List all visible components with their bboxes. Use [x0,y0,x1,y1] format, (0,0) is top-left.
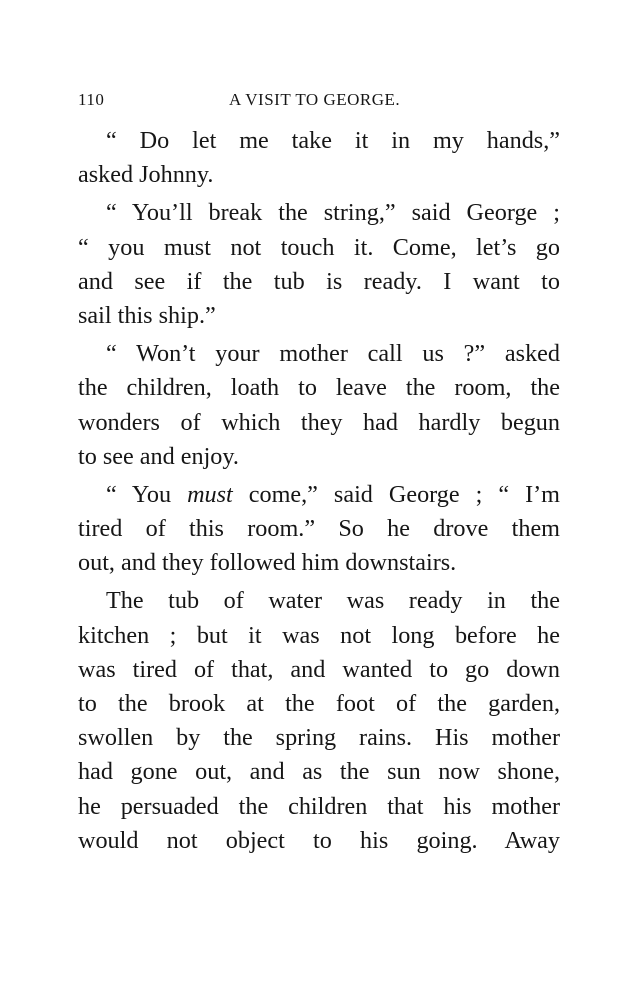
page-number: 110 [78,90,105,109]
body-text [78,124,560,858]
text-fragment: “ You [106,480,188,508]
text-line: would not object to his going. Away [78,826,560,854]
text-line: “ you must not touch it. Come, let’s go [78,233,560,261]
running-title: A VISIT TO GEORGE. [229,90,401,109]
text-line: wonders of which they had hardly begun [78,408,560,436]
text-line: kitchen ; but it was not long before he [78,621,560,649]
text-line: The tub of water was ready in the [106,587,560,615]
text-line: and see if the tub is ready. I want to [78,267,560,295]
italic-emphasis: must [187,480,233,508]
text-line: to the brook at the foot of the garden, [78,690,560,717]
text-line: tired of this room.” So he drove them [78,515,560,543]
text-line: “ Do let me take it in my hands,” [106,127,560,154]
text-line: the children, loath to leave the room, the [78,374,560,402]
text-line: “ You’ll break the string,” said George ; [106,199,560,227]
running-header [78,90,560,114]
text-line: out, and they followed him downstairs. [78,549,457,577]
text-line: was tired of that, and wanted to go down [78,655,560,683]
text-line: to see and enjoy. [78,442,239,470]
text-line: “ Won’t your mother call us ?” asked [106,340,560,368]
text-line: swollen by the spring rains. His mother [78,724,560,752]
text-line: he persuaded the children that his mother [78,792,560,820]
text-line: had gone out, and as the sun now shone, [78,758,560,786]
text-fragment: come,” said George ; “ I’m [232,480,560,508]
text-line: asked Johnny. [78,161,214,189]
text-line-mixed [78,478,560,512]
text-line: sail this ship.” [78,301,216,329]
